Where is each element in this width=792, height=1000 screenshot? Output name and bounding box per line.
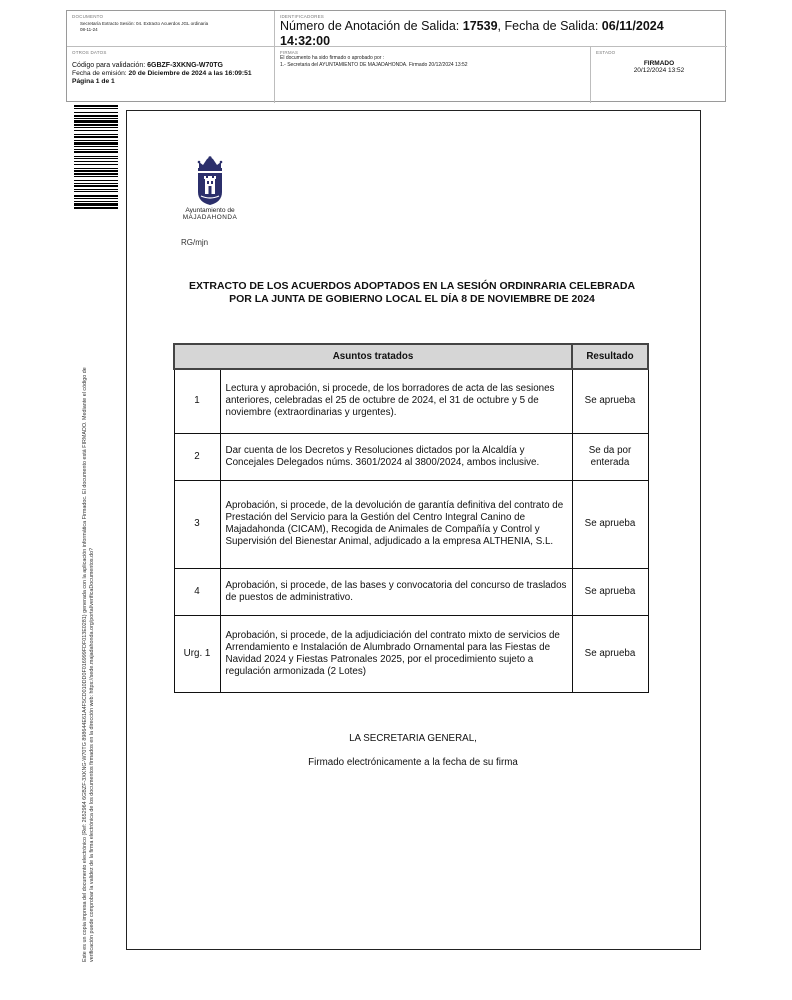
row-result: Se da por enterada [572, 433, 648, 480]
otros-datos-cell [67, 47, 275, 103]
row-subject: Dar cuenta de los Decretos y Resoluciones dictados por la Alcaldía y Concejales Delegados núms. 3601/2024 al 3800/2024, ambos inclusive. [220, 433, 572, 480]
fecha-salida-label: , Fecha de Salida: [497, 19, 599, 33]
row-subject: Aprobación, si procede, de la adjudiciación del contrato mixto de servicios de Arrendamiento e Instalación de Alumbrado Ornamental para las Fiestas de Navidad 2024 y Fiestas Patronales 2025, por el procedimiento sujeto a regulación armonizada (2 Lotes) [220, 615, 572, 692]
row-number: 1 [174, 369, 220, 433]
fecha-emision [72, 70, 269, 78]
asuntos-table [173, 343, 649, 693]
emision-label: Fecha de emisión: [72, 70, 127, 77]
documento-label: DOCUMENTO [72, 14, 104, 19]
salida-label: Número de Anotación de Salida: [280, 19, 460, 33]
row-result: Se aprueba [572, 568, 648, 615]
side-note-line-2: verificación puede comprobar la validez de la firma electrónica de los documentos firmados en la dirección web: https://sede.majadahonda.org/portal/verificaDocumentos.do? [89, 547, 95, 962]
header-asuntos: Asuntos tratados [174, 344, 572, 369]
row-subject: Lectura y aprobación, si procede, de los borradores de acta de las sesiones anteriores, celebradas el 25 de octubre de 2024, el 31 de octubre y 5 de noviembre (extraordinarias y urgentes). [220, 369, 572, 433]
table-row [174, 433, 648, 480]
table-row [174, 480, 648, 568]
documento-line-2: 08-11-24 [80, 27, 98, 32]
codigo-validacion [72, 62, 269, 70]
row-result: Se aprueba [572, 480, 648, 568]
row-number: 3 [174, 480, 220, 568]
ayuntamiento-logo [178, 156, 242, 221]
logo-line-2: MAJADAHONDA [182, 214, 238, 221]
side-note-line-1: Este es un copia impresa del documento electrónico (Ref: 2652964 6GBZF-3XKNG-W70TG 898644E61A4F5CD010DD0F016999FDF013E0281) generada con la aplicación informática Firmadoc. El documento está FIRMADO. Mediante el código de [82, 367, 88, 962]
title-line-2: POR LA JUNTA DE GOBIERNO LOCAL EL DÍA 8 DE NOVIEMBRE DE 2024 [229, 293, 595, 305]
table-header-row [174, 344, 648, 369]
firmas-intro: El documento ha sido firmado o aprobado por : [280, 55, 385, 61]
firmas-label: FIRMAS [280, 50, 299, 55]
signature-note: Firmado electrónicamente a la fecha de su firma [308, 757, 518, 768]
crown-shield-icon [193, 156, 227, 206]
row-subject: Aprobación, si procede, de las bases y convocatoria del concurso de traslados de puestos de administrativo. [220, 568, 572, 615]
table-row [174, 615, 648, 692]
row-number: Urg. 1 [174, 615, 220, 692]
header-resultado: Resultado [572, 344, 648, 369]
row-result: Se aprueba [572, 369, 648, 433]
codigo-label: Código para validación: [72, 62, 146, 69]
pagina-indicator: Página 1 de 1 [72, 78, 115, 85]
barcode-image [74, 105, 118, 277]
table-row [174, 568, 648, 615]
estado-badge: FIRMADO [643, 60, 675, 67]
identificadores-cell [275, 11, 727, 47]
fecha-salida: 06/11/2024 [601, 19, 664, 33]
documento-cell [67, 11, 275, 47]
row-number: 2 [174, 433, 220, 480]
logo-line-1: Ayuntamiento de [185, 207, 235, 214]
document-title [150, 280, 674, 306]
signature-role: LA SECRETARIA GENERAL, [349, 733, 477, 744]
firmas-cell [275, 47, 591, 103]
table-row [174, 369, 648, 433]
codigo-value[interactable]: 6GBZF-3XKNG-W70TG [147, 62, 223, 69]
firmas-line: 1.- Secretaria del AYUNTAMIENTO DE MAJADAHONDA. Firmado 20/12/2024 13:52 [280, 62, 468, 68]
otros-label: OTROS DATOS [72, 50, 107, 55]
verification-side-note [82, 302, 96, 962]
hora-salida: 14:32:00 [280, 34, 331, 47]
hora-salida-line [280, 34, 722, 47]
document-metadata-box [66, 10, 726, 102]
title-line-1: EXTRACTO DE LOS ACUERDOS ADOPTADOS EN LA SESIÓN ORDINRARIA CELEBRADA [188, 280, 636, 292]
documento-line-1: Secretaría Extracto Sesión: 04. Extracto Acuerdos JGL ordinaria [80, 21, 209, 26]
identificadores-label: IDENTIFICADORES [280, 14, 325, 19]
row-subject: Aprobación, si procede, de la devolución de garantía definitiva del contrato de Prestación del Servicio para la Gestión del Centro Integral Canino de Majadahonda (CICAM), Recogida de Animales de Compañía y Control y Supervisión del Bienestar Animal, adjudicado a la empresa ALTHENIA, S.L. [220, 480, 572, 568]
reference-initials: RG/mjn [181, 238, 209, 247]
row-result: Se aprueba [572, 615, 648, 692]
row-number: 4 [174, 568, 220, 615]
registro-salida [280, 19, 722, 34]
estado-fecha: 20/12/2024 13:52 [633, 67, 685, 74]
estado-cell [591, 47, 727, 103]
barcode-gap [74, 209, 118, 210]
emision-value: 20 de Diciembre de 2024 a las 16:09:51 [128, 70, 252, 77]
estado-label: ESTADO [596, 50, 616, 55]
salida-numero: 17539 [462, 19, 498, 33]
